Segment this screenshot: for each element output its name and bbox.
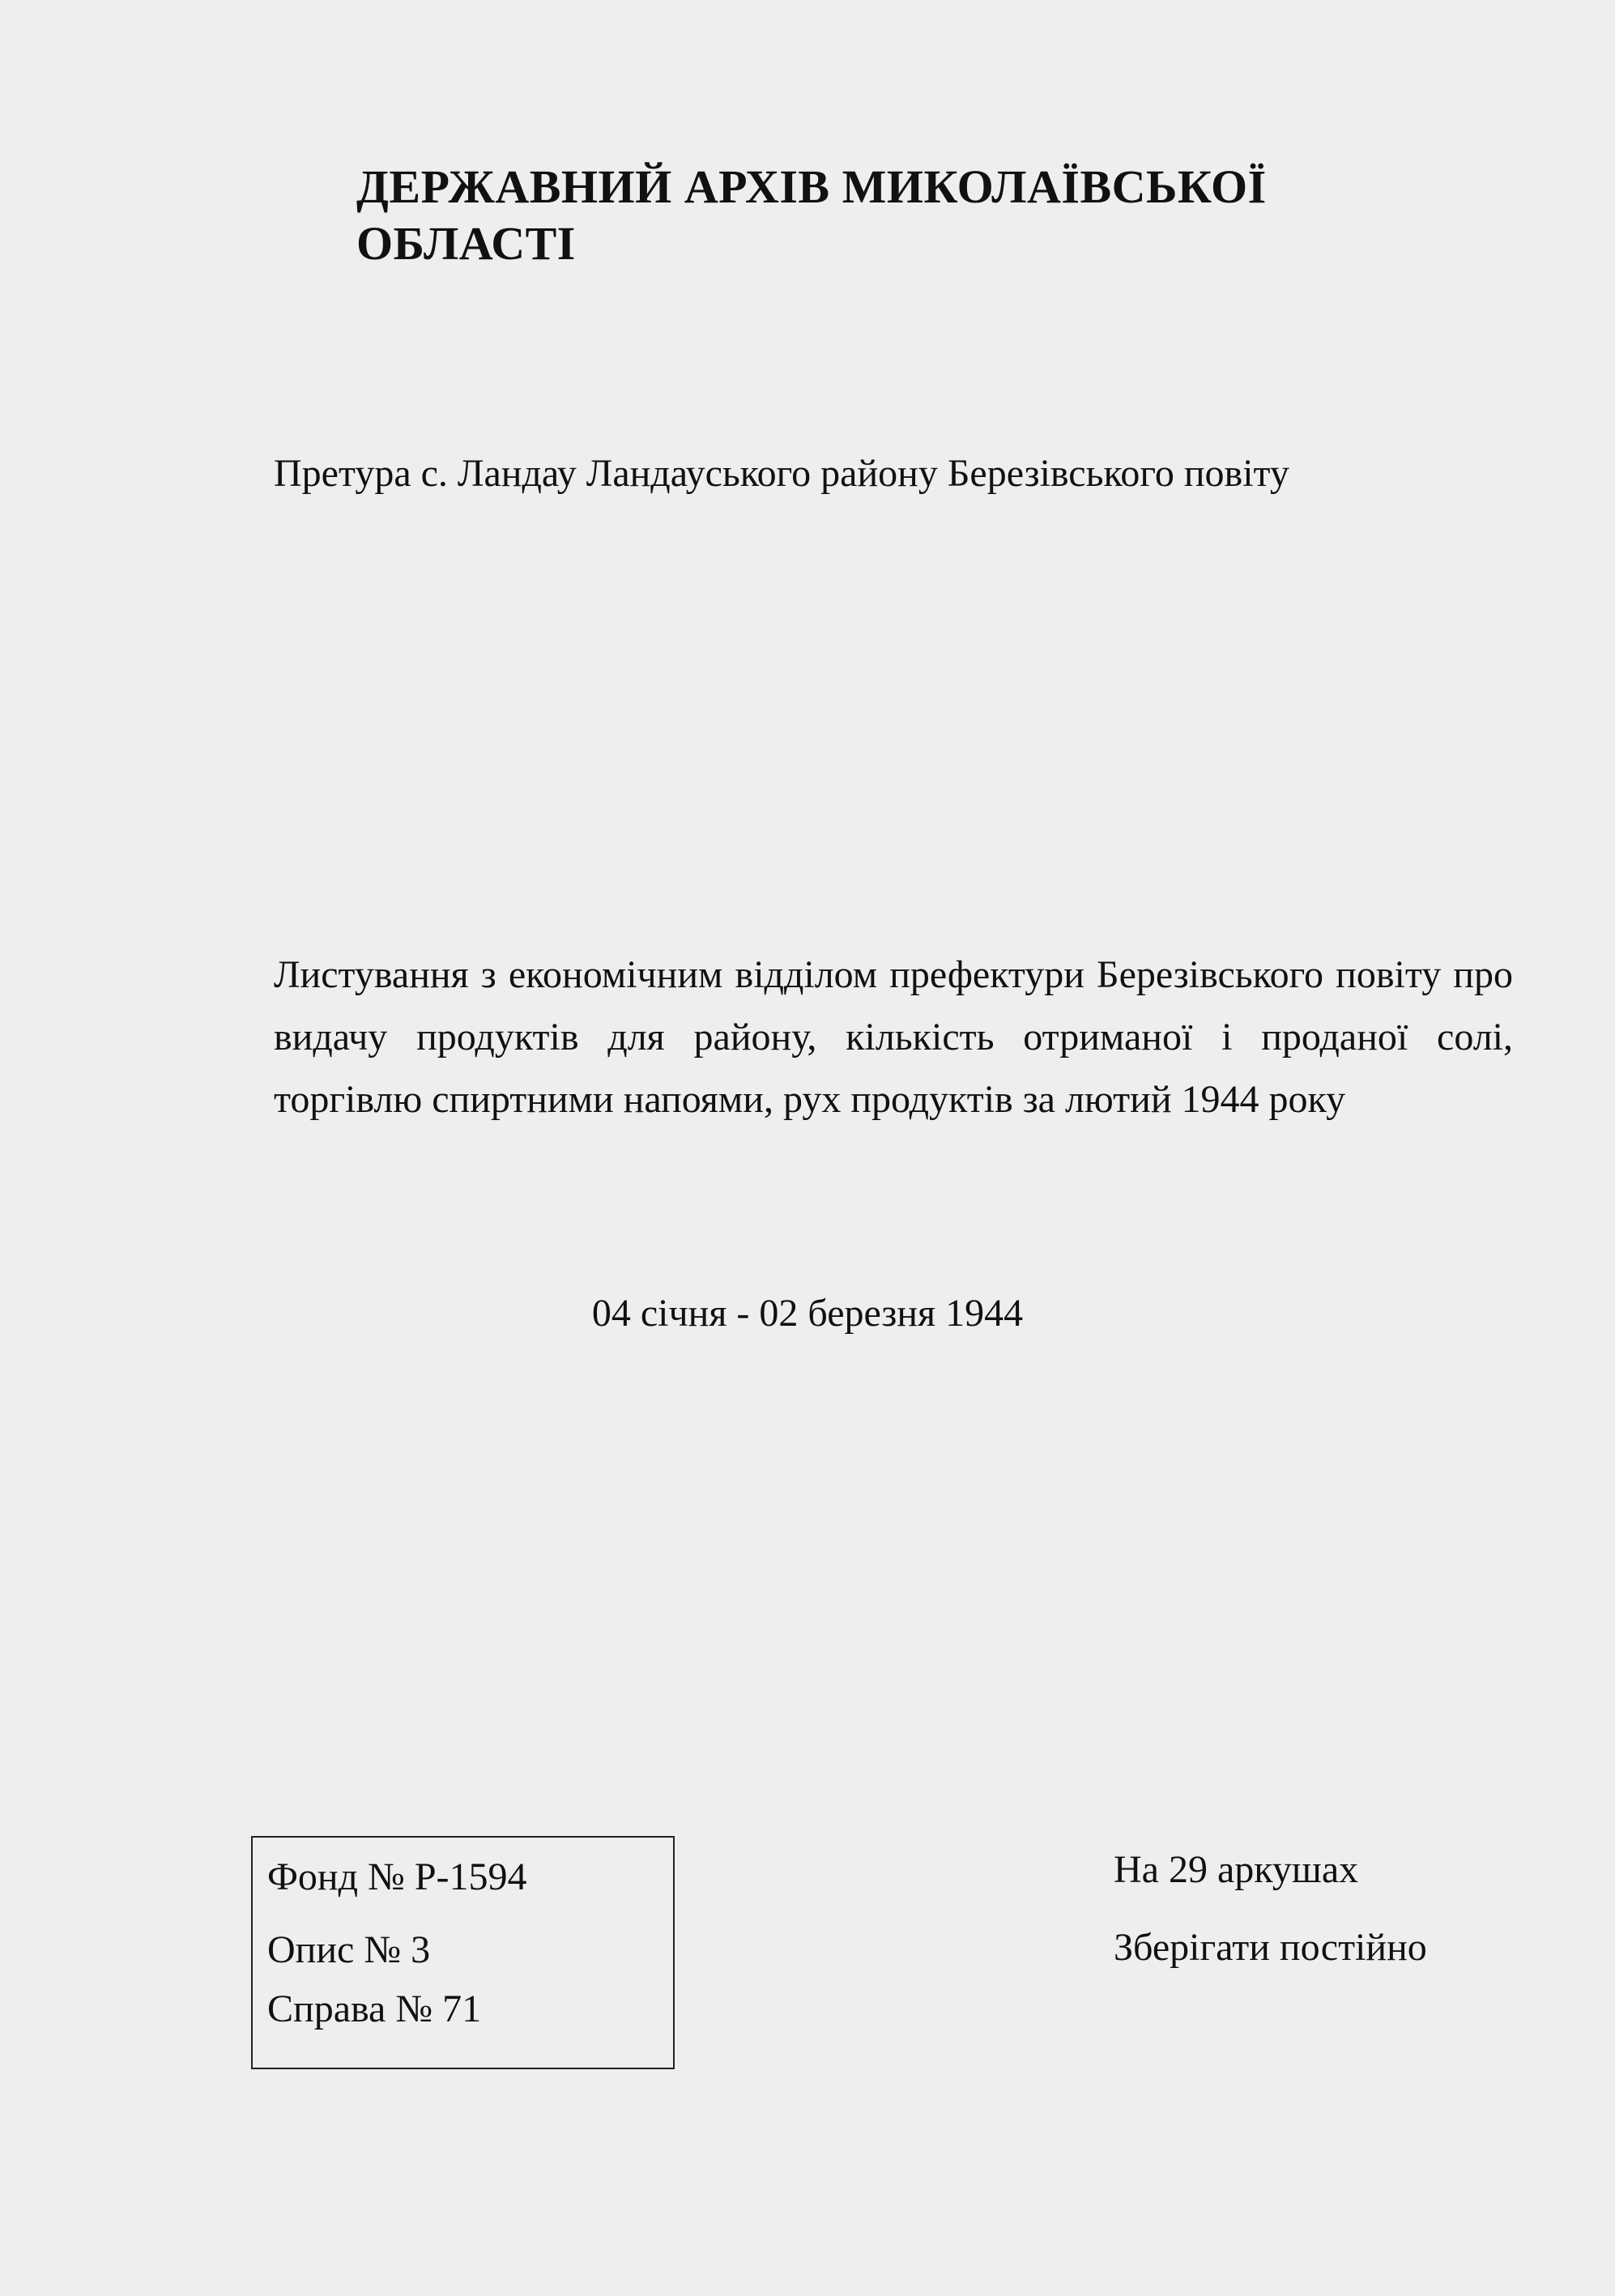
- opys-number: Опис № 3: [267, 1928, 431, 1971]
- case-description: Листування з економічним відділом префектури Березівського повіту про видачу продуктів для району, кількість отриманої і проданої солі, торгівлю спиртними напоями, рух продуктів за лютий 1944 року: [274, 953, 1513, 1121]
- archive-reference-box: [251, 1836, 675, 2069]
- date-range: 04 січня - 02 березня 1944: [591, 1292, 1024, 1335]
- storage-info: [1114, 1847, 1567, 1970]
- fund-name: Претура с. Ландау Ландауського району Березівського повіту: [274, 452, 1289, 495]
- fond-number: Фонд № Р-1594: [267, 1855, 527, 1898]
- archive-title: ДЕРЖАВНИЙ АРХІВ МИКОЛАЇВСЬКОЇ ОБЛАСТІ: [356, 160, 1267, 270]
- sprava-number: Справа № 71: [267, 1987, 482, 2031]
- storage-term: Зберігати постійно: [1114, 1925, 1427, 1969]
- sheet-count: На 29 аркушах: [1114, 1848, 1359, 1891]
